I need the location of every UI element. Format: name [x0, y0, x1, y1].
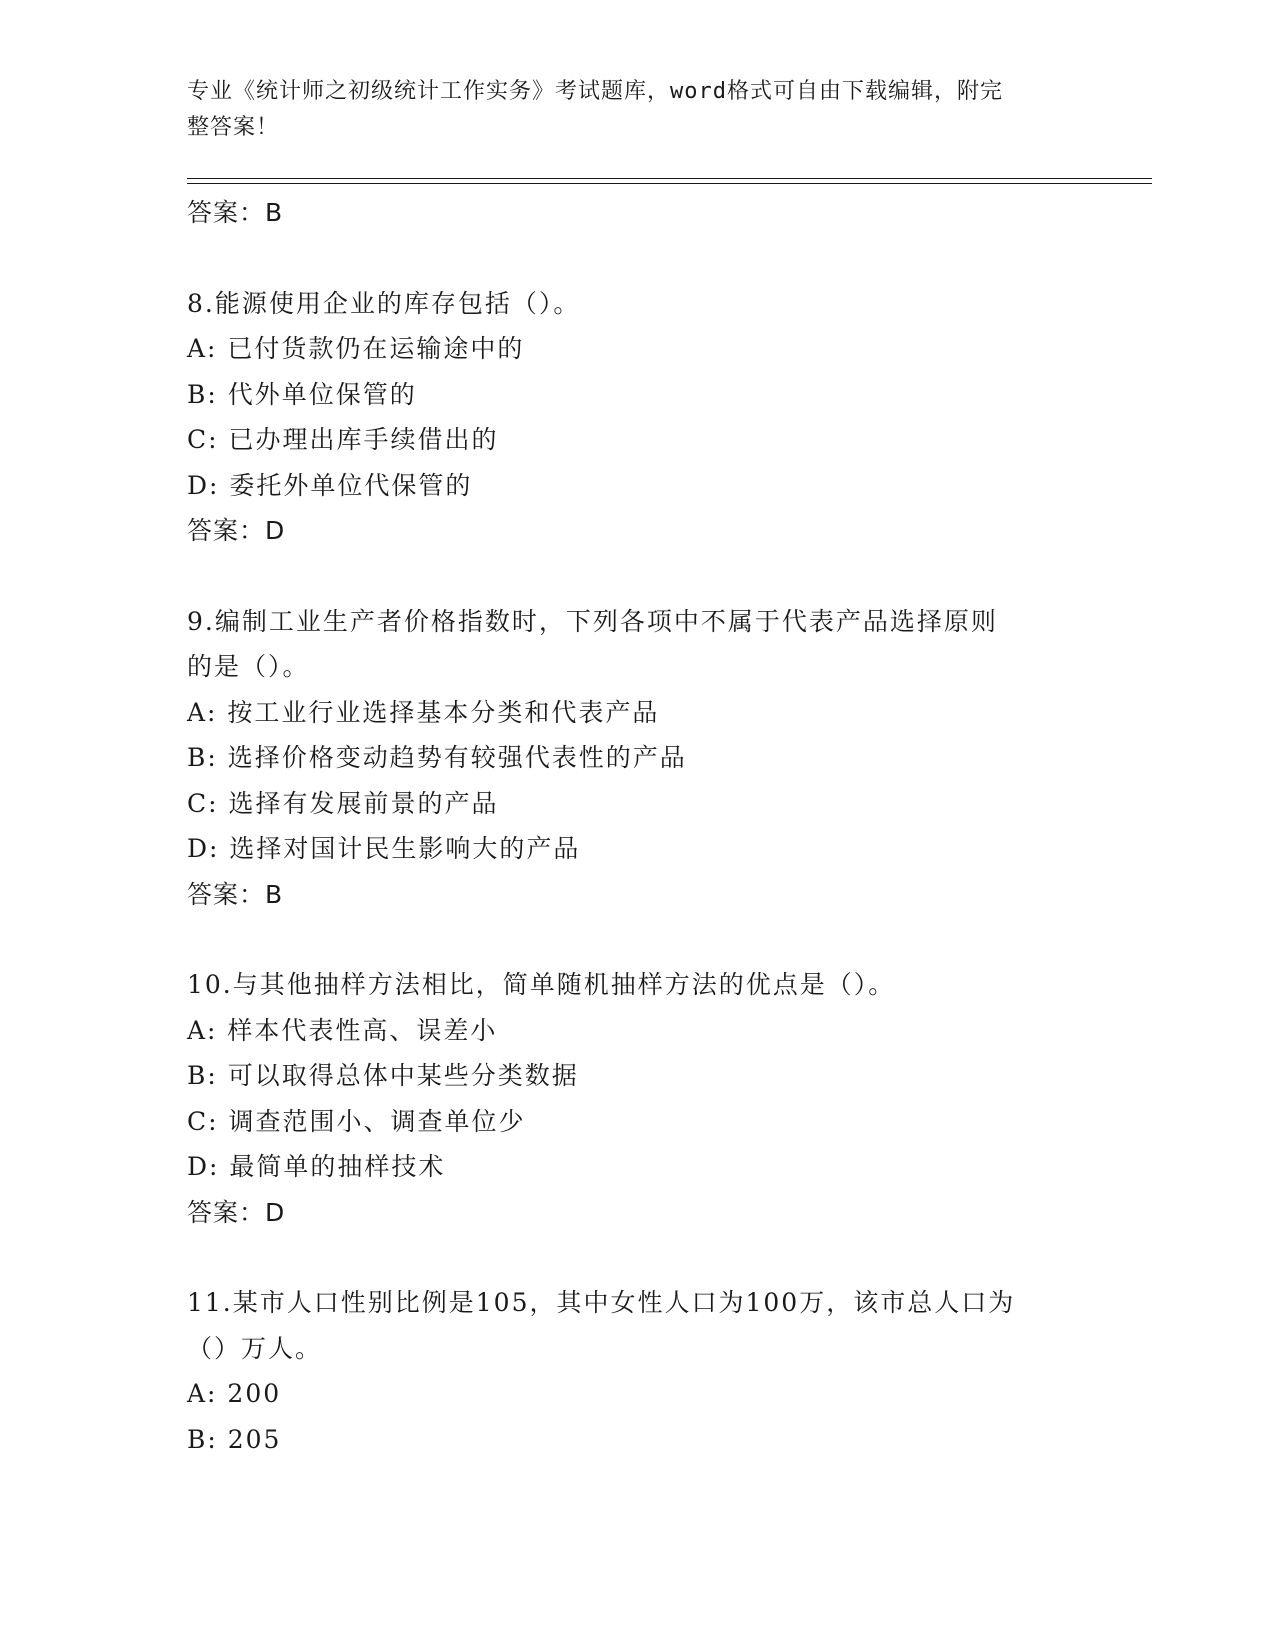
question-stem-line-1: 9.编制工业生产者价格指数时，下列各项中不属于代表产品选择原则 — [187, 606, 998, 636]
option-c: C: 已办理出库手续借出的 — [187, 425, 499, 454]
option-a: A: 已付货款仍在运输途中的 — [187, 334, 525, 363]
option-d: D: 选择对国计民生影响大的产品 — [187, 834, 581, 863]
option-a: A: 样本代表性高、误差小 — [187, 1015, 498, 1045]
spacer — [187, 1235, 1087, 1280]
option-d: D: 最简单的抽样技术 — [187, 1152, 446, 1181]
question-10 — [187, 962, 1087, 1235]
question-stem: 10.与其他抽样方法相比，简单随机抽样方法的优点是（）。 — [187, 970, 896, 999]
answer-label: 答案：D — [187, 516, 286, 545]
question-list — [187, 190, 1087, 1462]
answer-label: 答案：D — [187, 1197, 286, 1227]
question-9 — [187, 599, 1087, 918]
option-c: C: 调查范围小、调查单位少 — [187, 1106, 526, 1136]
question-8 — [187, 281, 1087, 554]
spacer — [187, 554, 1087, 599]
question-stem: 8.能源使用企业的库存包括（）。 — [187, 288, 581, 318]
option-d: D: 委托外单位代保管的 — [187, 470, 473, 500]
question-11 — [187, 1280, 1087, 1462]
spacer — [187, 917, 1087, 962]
header-rule-top — [187, 178, 1152, 179]
question-stem-line-2: （）万人。 — [187, 1333, 323, 1363]
spacer — [187, 236, 1087, 281]
question-stem-line-1: 11.某市人口性别比例是105，其中女性人口为100万，该市总人口为 — [187, 1288, 1016, 1317]
question-stem-line-2: 的是（）。 — [187, 652, 310, 681]
option-b: B: 可以取得总体中某些分类数据 — [187, 1061, 579, 1090]
option-a: A: 按工业行业选择基本分类和代表产品 — [187, 697, 660, 727]
option-b: B: 代外单位保管的 — [187, 379, 417, 409]
header-rule-bottom — [187, 183, 1152, 184]
option-a: A: 200 — [187, 1379, 282, 1408]
answer-previous: 答案：B — [187, 198, 284, 227]
option-c: C: 选择有发展前景的产品 — [187, 788, 499, 818]
header-line-2: 整答案！ — [187, 115, 280, 140]
header-line-1: 专业《统计师之初级统计工作实务》考试题库，word格式可自由下载编辑，附完 — [187, 79, 1003, 104]
answer-label: 答案：B — [187, 879, 284, 909]
option-b: B: 205 — [187, 1424, 282, 1454]
option-b: B: 选择价格变动趋势有较强代表性的产品 — [187, 743, 687, 772]
document-header — [187, 74, 1067, 146]
